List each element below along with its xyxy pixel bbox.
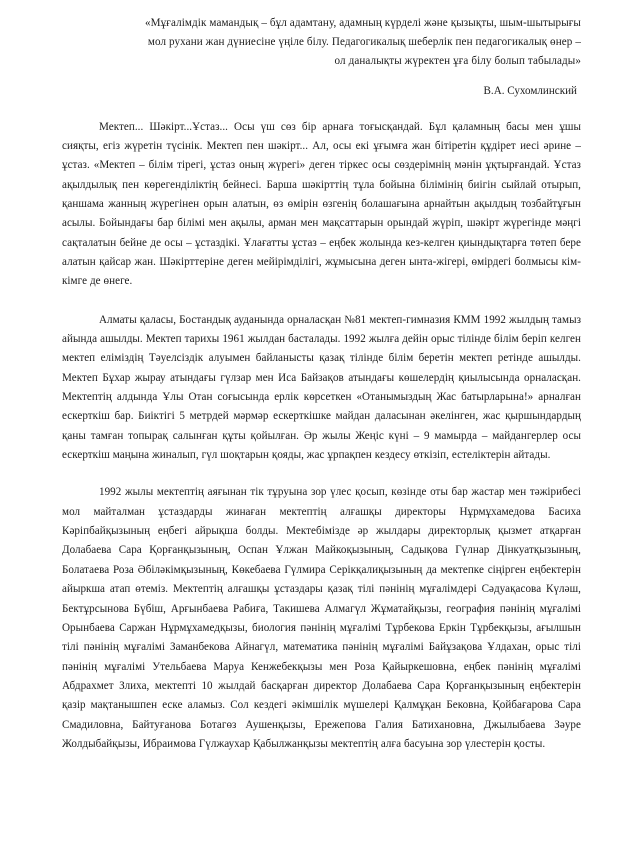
epigraph-author: В.А. Сухомлинский	[483, 84, 577, 97]
body-paragraph-2: Алматы қаласы, Бостандық ауданында орналасқан №81 мектеп-гимназия КММ 1992 жылдың тамыз айында ашылды. Мектеп тарихы 1961 жылдан басталады. 1992 жылға дейін орыс тілінде білім беріп келген мектеп еліміздің Тәуелсіздік алуымен байланысты қазақ тілінде білім беретін мектеп ретінде ашылды. Мектеп Бұхар жырау атындағы гүлзар мен Иса Байзақов атындағы көшелердің қиылысында орналасқан. Мектептің алдында Ұлы Отан соғысында ерлік көрсеткен «Отанымыздың Жас батырларына!» арналған ескерткіш бар. Биіктігі 5 метрдей мәрмәр ескерткішке майдан даласынан әкелінген, жас қыршындардың қаны тамған топырақ салынған құты қойылған. Әр жылы Жеңіс күні – 9 мамырда – майдангерлер осы ескерткіш маңына жиналып, гүл шоқтарын қояды, жас ұрпақпен кездесу өткізіп, естеліктерін айтады.	[62, 313, 581, 462]
epigraph-line-1: «Мұғалімдік мамандық – бұл адамтану, адамның күрделі және қызықты, шым-шытырығы	[145, 17, 581, 29]
epigraph-block	[62, 14, 581, 72]
body-paragraph-1: Мектеп... Шәкірт...Ұстаз... Осы үш сөз бір арнаға тоғысқандай. Бұл қаламның басы мен ұшы сияқты, егіз жүретін түсінік. Мектеп пен шәкірт... Ал, осы екі ұғымға жан бітіретін құдірет иесі әрине – ұстаз. «Мектеп – білім тірегі, ұстаз оның жүрегі» деген тіркес осы сөздерімнің мәнін ұқтырғандай. Ұстаз ақылдылық пен көрегенділіктің бейнесі. Барша шәкірттің тұла бойына білімінің биігін сыйлай отырып, қаншама жанның жүрегінен орын алатын, өз өмірін өзгенің болашағына арнайтын ақылдың тозбайтұғын асылы. Бойындағы бар білімі мен ақылы, арман мен мақсаттарын орындай жүріп, шәкірт жүрегінде мәңгі сақталатын бейне де осы – ұстаздікі. Ұлағатты ұстаз – еңбек жолында кез-келген қиындықтарға төтеп бере алатын қайсар жан. Шәкірттеріне деген мейірімділігі, жұмысына деген ынта-жігері, өмірдегі болмысы кім-кімге де өнеге.	[62, 120, 581, 288]
epigraph-line-3: ол даналықты жүректен ұға білу болып табылады»	[334, 55, 581, 68]
body-paragraph-3: 1992 жылы мектептің аяғынан тік тұруына зор үлес қосып, көзінде оты бар жастар мен тәжірибесі мол майталман ұстаздарды жинаған мектептің алғашқы директоры Нұрмұхамедова Басиха Кәріпбайқызының еңбегі айрықша болды. Мектебімізде әр жылдары директорлық қызмет атқарған Долабаева Сара Қорғанқызының, Оспан Ұлжан Майкоқызының, Садықова Гүлнар Дінкуатқызының, Болатаева Роза Әбіләкімқызының, Көкебаева Гүлмира Серікқалиқызының да мектепке сіңірген еңбектерін айыркша атап өтеміз. Мектептің алғашқы ұстаздары қазақ тілі пәнінің мұғалімдері Сәдуақасова Күләш, Бектұрсынова Бүбіш, Арғынбаева Рабиға, Такишева Алмагүл Жұматайқызы, география пәнінің мұғалімі Орынбаева Саржан Нұрмұхамедқызы, биология пәнінің мұғалімі Тұрбекова Еркін Тұрбекқызы, ағылшын тілі пәнінің мұғалімі Заманбекова Айнагүл, математика пәнінің мұғалімі Байұзақова Ұлдахан, орыс тілі пәнінің мұғалімі Утельбаева Маруа Кенжебекқызы мен Роза Қайыркешовна, еңбек пәнінің мұғалімі Абдрахмет Злиха, мектепті 10 жылдай басқарған директор Долабаева Сара Қорғанқызының еңбектерін қазір мақтанышпен еске аламыз. Сол кездегі әкімшілік мүшелері Қалмұқан Бековна, Қойбағарова Сара Смадиловна, Байтуғанова Ботагөз Аушенқызы, Ережепова Галия Батихановна, Джылыбаева Зәуре Жолдыбайқызы, Ибраимова Гүлжаухар Қабылжанқызы мектептің алға басуына зор үлестерін қосты.	[62, 486, 581, 750]
epigraph-line-2: мол рухани жан дүниесіне үңіле білу. Педагогикалық шеберлік пен педагогикалық өнер –	[147, 36, 581, 49]
